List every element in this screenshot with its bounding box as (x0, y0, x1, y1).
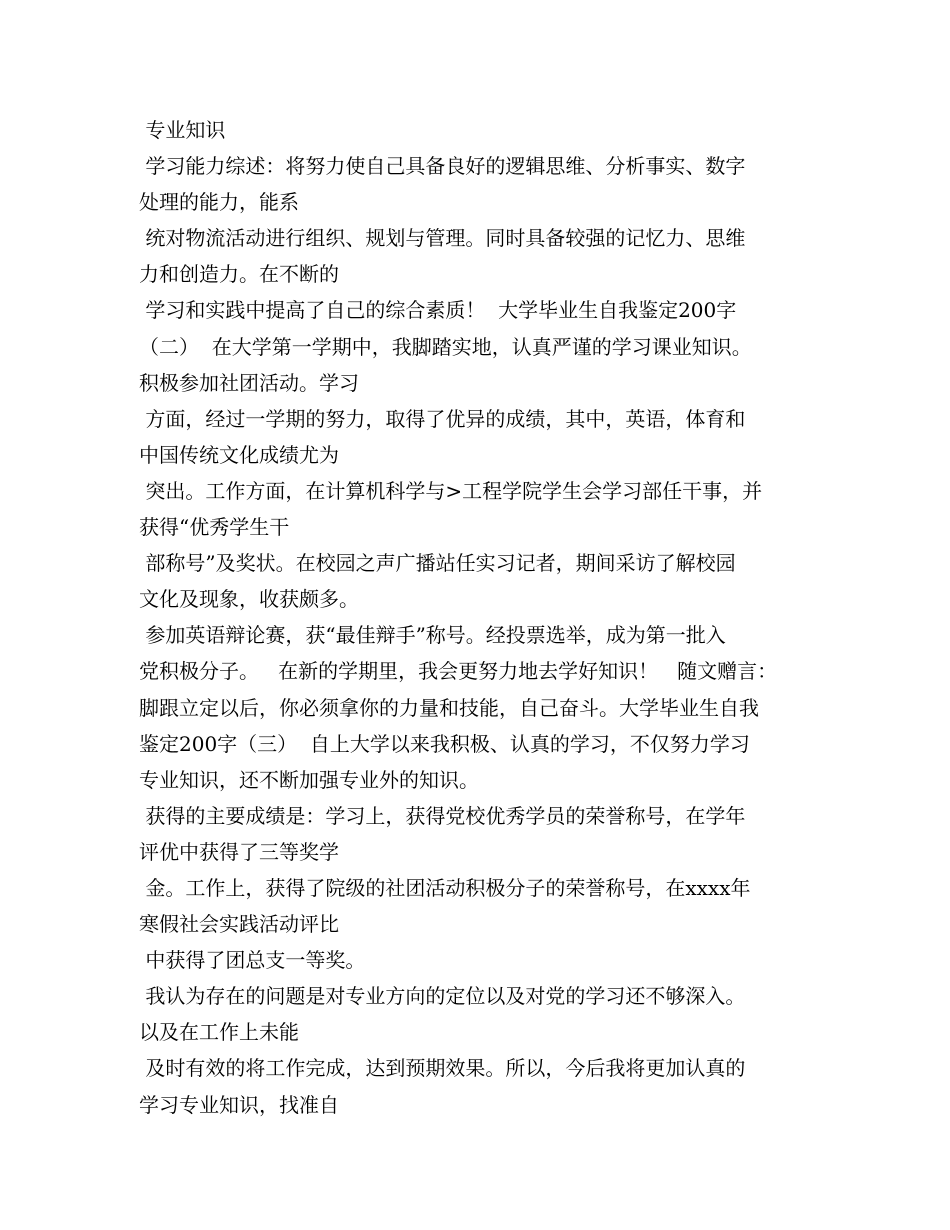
text-line: 文化及现象，收获颇多。 (139, 587, 359, 612)
text-line: 学习能力综述：将努力使自己具备良好的逻辑思维、分析事实、数字 (139, 154, 746, 179)
text-line: 以及在工作上未能 (139, 1020, 299, 1045)
text-line: 统对物流活动进行组织、规划与管理。同时具备较强的记忆力、思维 (139, 226, 746, 251)
text-line: 中国传统文化成绩尤为 (139, 442, 339, 467)
text-line: 部称号”及奖状。在校园之声广播站任实习记者，期间采访了解校园 (139, 551, 736, 576)
text-line: 力和创造力。在不断的 (139, 262, 339, 287)
text-line: （二） 在大学第一学期中，我脚踏实地，认真严谨的学习课业知识。 (139, 334, 752, 359)
text-line: 评优中获得了三等奖学 (139, 839, 339, 864)
text-line: 我认为存在的问题是对专业方向的定位以及对党的学习还不够深入。 (139, 984, 746, 1009)
text-line: 脚跟立定以后，你必须拿你的力量和技能，自己奋斗。大学毕业生自我 (139, 695, 759, 720)
text-line: 处理的能力，能系 (139, 190, 299, 215)
document-body (139, 112, 829, 1123)
text-line: 中获得了团总支一等奖。 (139, 948, 366, 973)
text-line: 及时有效的将工作完成，达到预期效果。所以，今后我将更加认真的 (139, 1056, 746, 1081)
text-line: 突出。工作方面，在计算机科学与>工程学院学生会学习部任干事，并 (139, 478, 763, 503)
text-line: 寒假社会实践活动评比 (139, 912, 339, 937)
text-line: 获得“优秀学生干 (139, 515, 290, 540)
text-line: 学习和实践中提高了自己的综合素质！ 大学毕业生自我鉴定200字 (139, 298, 737, 323)
text-line: 积极参加社团活动。学习 (139, 370, 359, 395)
text-line: 参加英语辩论赛，获“最佳辩手”称号。经投票选举，成为第一批入 (139, 623, 726, 648)
text-line: 获得的主要成绩是：学习上，获得党校优秀学员的荣誉称号，在学年 (139, 803, 746, 828)
text-line: 鉴定200字（三） 自上大学以来我积极、认真的学习，不仅努力学习 (139, 731, 750, 756)
text-line: 专业知识 (139, 118, 226, 142)
text-line: 金。工作上，获得了院级的社团活动积极分子的荣誉称号，在xxxx年 (139, 875, 751, 900)
text-line: 方面，经过一学期的努力，取得了优异的成绩，其中，英语，体育和 (139, 406, 746, 431)
text-line: 学习专业知识，找准自 (139, 1092, 339, 1117)
text-line: 专业知识，还不断加强专业外的知识。 (139, 767, 479, 792)
text-line: 党积极分子。 在新的学期里，我会更努力地去学好知识！ 随文赠言： (139, 659, 778, 684)
